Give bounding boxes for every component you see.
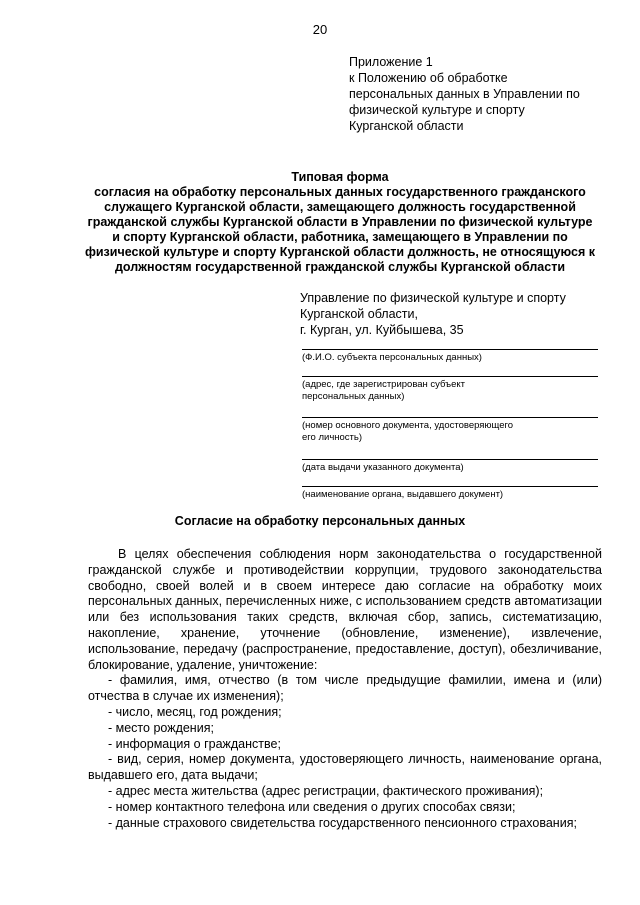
fio-field-caption: (Ф.И.О. субъекта персональных данных) [302,352,482,363]
list-item: - данные страхового свидетельства государственного пенсионного страхования; [108,815,577,830]
form-title-line: и спорту Курганской области, работника, замещающего в Управлении по [112,230,568,244]
list-item: - вид, серия, номер документа, удостоверяющего личность, наименование органа, выдавшего его, дата выдачи; [88,752,602,783]
appendix-line: физической культуре и спорту [349,103,525,117]
list-item: - номер контактного телефона или сведения о других способах связи; [108,799,516,814]
addressee-block [300,290,600,338]
consent-body [88,547,602,831]
list-item: - информация о гражданстве; [108,736,281,751]
issue-date-field[interactable] [302,459,598,474]
appendix-note [349,54,619,134]
fio-field[interactable] [302,349,598,364]
issuer-field[interactable] [302,486,598,501]
form-title-line: Типовая форма [291,170,389,184]
address-field-caption: персональных данных) [302,391,405,402]
document-number-caption: (номер основного документа, удостоверяющего [302,420,514,431]
issuer-caption: (наименование органа, выдавшего документ) [302,489,504,500]
form-title-line: согласия на обработку персональных данных государственного гражданского [94,185,586,199]
form-title [80,170,600,275]
addressee-line: Курганской области, [300,307,418,321]
issue-date-caption: (дата выдачи указанного документа) [302,462,464,473]
address-field[interactable] [302,376,598,403]
list-item: - место рождения; [108,720,214,735]
appendix-line: Приложение 1 [349,55,433,69]
list-item: - число, месяц, год рождения; [108,704,282,719]
appendix-line: персональных данных в Управлении по [349,87,580,101]
form-title-line: гражданской службы Курганской области в Управлении по физической культуре [87,215,593,229]
form-title-line: физической культуре и спорту Курганской области должность, не относящуюся к [84,245,596,259]
appendix-line: Курганской области [349,119,464,133]
list-item: - фамилия, имя, отчество (в том числе предыдущие фамилии, имена и (или) отчества в случае их изменения); [88,673,602,704]
addressee-line: г. Курган, ул. Куйбышева, 35 [300,323,464,337]
form-title-line: должностям государственной гражданской службы Курганской области [114,260,566,274]
addressee-line: Управление по физической культуре и спорту [300,291,566,305]
document-number-caption: его личность) [302,432,363,443]
consent-intro: В целях обеспечения соблюдения норм законодательства о государственной гражданской службе и противодействии коррупции, трудового законодательства свободно, своей волей и в своем интересе даю согласие на обработку моих персональных данных, перечисленных ниже, с использованием средств автоматизации или без использования таких средств, включая сбор, запись, систематизацию, накопление, хранение, уточнение (обновление, изменение), извлечение, использование, передачу (распространение, предоставление, доступ), обезличивание, блокирование, удаление, уничтожение: [88,547,602,672]
page-number: 20 [312,22,328,37]
form-title-line: служащего Курганской области, замещающего должность государственной [104,200,576,214]
address-field-caption: (адрес, где зарегистрирован субъект [302,379,466,390]
list-item: - адрес места жительства (адрес регистрации, фактического проживания); [108,783,544,798]
document-number-field[interactable] [302,417,598,444]
appendix-line: к Положению об обработке [349,71,508,85]
consent-title: Согласие на обработку персональных данных [174,514,466,528]
